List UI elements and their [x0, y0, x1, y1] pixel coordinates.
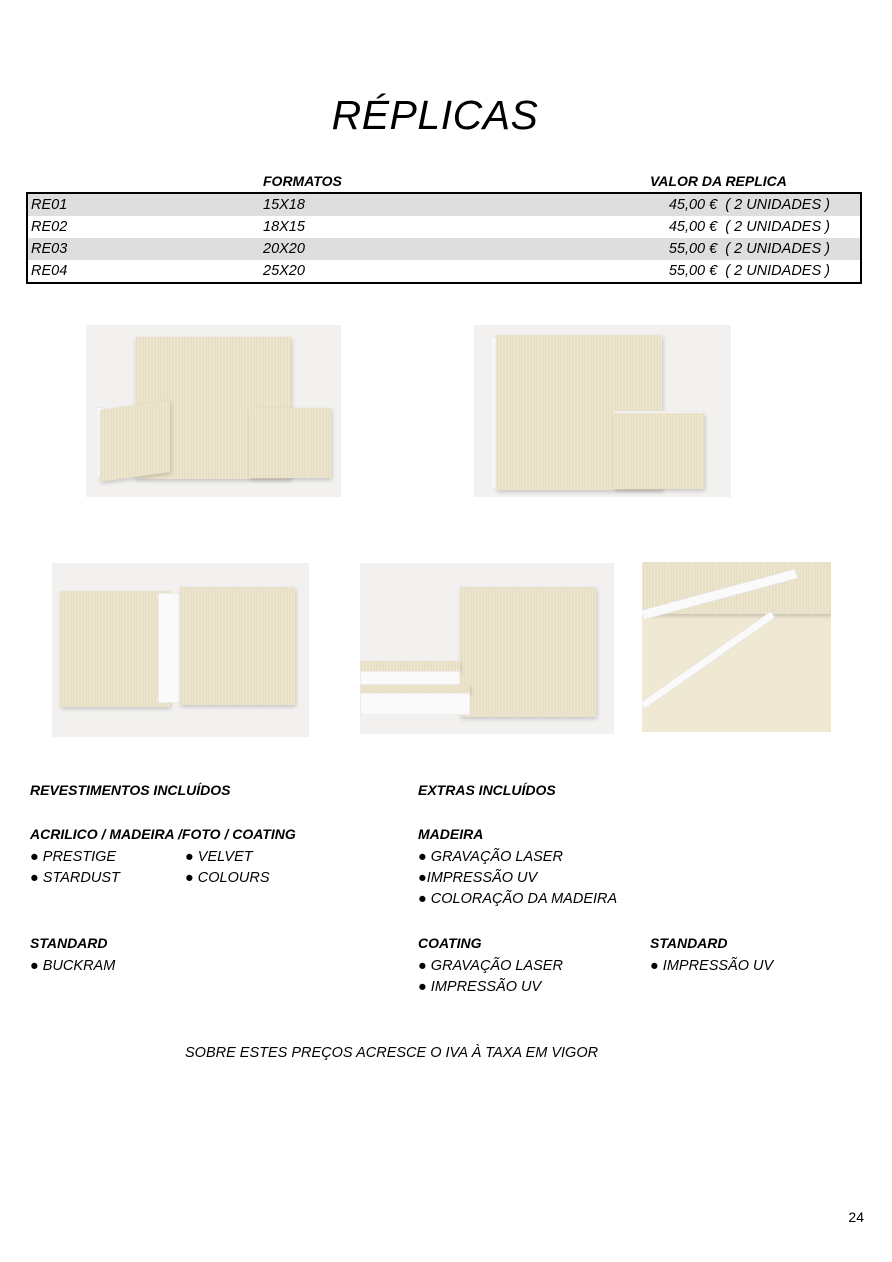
list-item: ● IMPRESSÃO UV — [650, 958, 774, 974]
page-number: 24 — [848, 1209, 864, 1225]
list-item: ● GRAVAÇÃO LASER — [418, 958, 563, 974]
row-code: RE03 — [31, 241, 68, 257]
column-header-value: VALOR DA REPLICA — [650, 173, 787, 189]
album-photo-3 — [52, 563, 309, 737]
table-row — [28, 194, 860, 216]
row-code: RE02 — [31, 219, 68, 235]
album-photo-1 — [86, 325, 341, 497]
table-row — [28, 238, 860, 260]
row-price: 45,00 € ( 2 UNIDADES ) — [668, 197, 830, 213]
album-photo-5 — [642, 562, 831, 732]
row-format: 15X18 — [263, 197, 305, 213]
vat-footnote: SOBRE ESTES PREÇOS ACRESCE O IVA À TAXA EM VIGOR — [185, 1045, 599, 1061]
list-item: ● VELVET — [185, 849, 253, 865]
list-item: ●IMPRESSÃO UV — [418, 870, 538, 886]
row-format: 18X15 — [263, 219, 305, 235]
row-code: RE04 — [31, 263, 68, 279]
madeira-heading: MADEIRA — [418, 826, 484, 842]
extras-heading: EXTRAS INCLUÍDOS — [418, 782, 556, 798]
row-price: 55,00 € ( 2 UNIDADES ) — [668, 241, 830, 257]
revestimentos-heading: REVESTIMENTOS INCLUÍDOS — [30, 782, 231, 798]
row-format: 25X20 — [263, 263, 305, 279]
album-photo-4 — [360, 563, 614, 734]
list-item: ● GRAVAÇÃO LASER — [418, 849, 563, 865]
list-item: ● COLORAÇÃO DA MADEIRA — [418, 891, 618, 907]
acrilico-heading: ACRILICO / MADEIRA /FOTO / COATING — [30, 826, 296, 842]
column-header-formats: FORMATOS — [263, 173, 342, 189]
standard-heading: STANDARD — [30, 935, 108, 951]
list-item: ● COLOURS — [185, 870, 270, 886]
row-price: 45,00 € ( 2 UNIDADES ) — [668, 219, 830, 235]
table-row — [28, 260, 860, 282]
row-format: 20X20 — [263, 241, 305, 257]
page-title: RÉPLICAS — [331, 92, 539, 138]
row-code: RE01 — [31, 197, 68, 213]
album-photo-2 — [474, 325, 731, 497]
list-item: ● PRESTIGE — [30, 849, 117, 865]
list-item: ● BUCKRAM — [30, 958, 116, 974]
list-item: ● STARDUST — [30, 870, 120, 886]
price-table — [26, 192, 862, 284]
coating-heading: COATING — [418, 935, 482, 951]
extras-standard-heading: STANDARD — [650, 935, 728, 951]
table-row — [28, 216, 860, 238]
list-item: ● IMPRESSÃO UV — [418, 979, 542, 995]
row-price: 55,00 € ( 2 UNIDADES ) — [668, 263, 830, 279]
